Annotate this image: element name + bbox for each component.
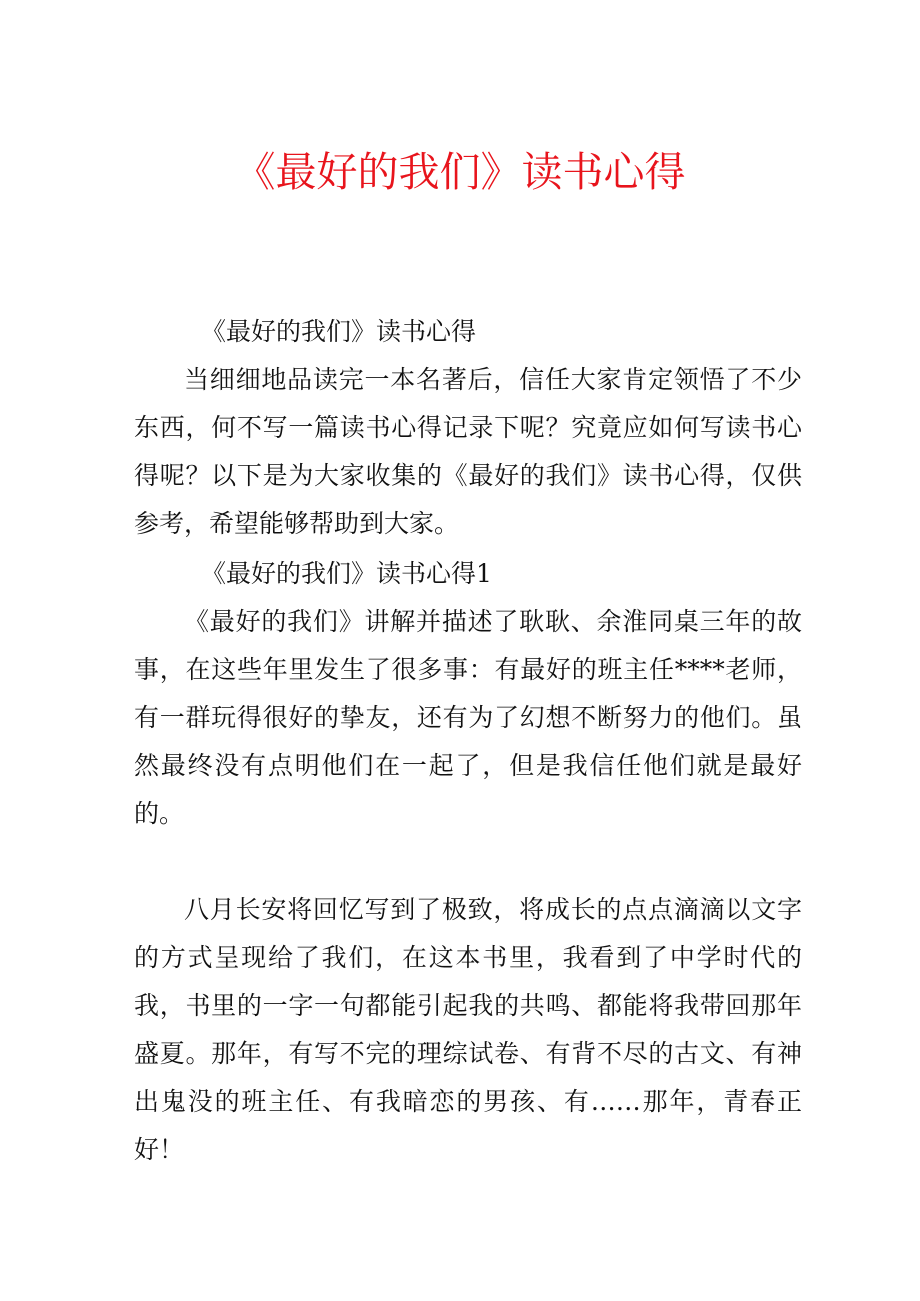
section-paragraph-1: 《最好的我们》讲解并描述了耿耿、余淮同桌三年的故事，在这些年里发生了很多事：有最好的班主任****老师，有一群玩得很好的挚友，还有为了幻想不断努力的他们。虽然最终没有点明他们在一起了，但是我信任他们就是最好的。	[134, 607, 802, 828]
section-heading: 《最好的我们》读书心得1	[201, 559, 492, 588]
paragraph-gap	[134, 838, 802, 886]
intro-paragraph: 当细细地品读完一本名著后，信任大家肯定领悟了不少东西，何不写一篇读书心得记录下呢？究竟应如何写读书心得呢？以下是为大家收集的《最好的我们》读书心得，仅供参考，希望能够帮助到大家。	[134, 365, 802, 538]
section-paragraph-2: 八月长安将回忆写到了极致，将成长的点点滴滴以文字的方式呈现给了我们，在这本书里，我看到了中学时代的我，书里的一字一句都能引起我的共鸣、都能将我带回那年盛夏。那年，有写不完的理综试卷、有背不尽的古文、有神出鬼没的班主任、有我暗恋的男孩、有……那年，青春正好！	[134, 895, 802, 1164]
document-title: 《最好的我们》读书心得	[234, 148, 686, 196]
document-body	[134, 308, 802, 1174]
subtitle: 《最好的我们》读书心得	[201, 317, 477, 346]
